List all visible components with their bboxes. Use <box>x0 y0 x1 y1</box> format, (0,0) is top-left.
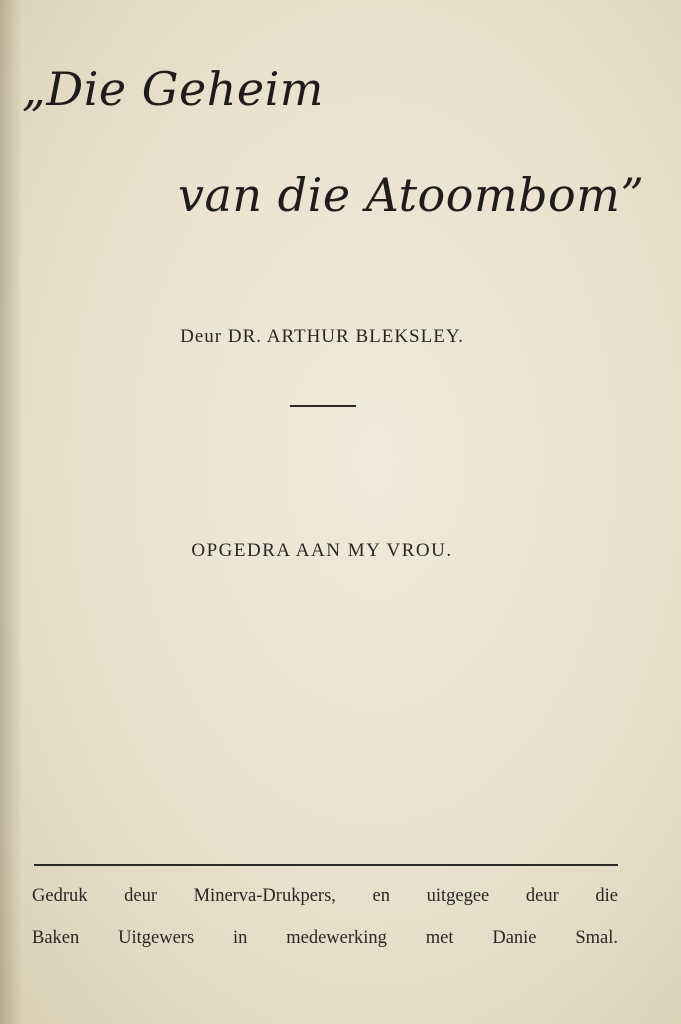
book-title-line-2: van die Atoombom” <box>178 168 645 222</box>
dedication: OPGEDRA AAN MY VROU. <box>191 540 453 561</box>
book-title-line-1: „Die Geheim <box>22 62 324 116</box>
short-divider <box>290 405 356 407</box>
imprint-divider <box>34 864 618 866</box>
author-line: Deur DR. ARTHUR BLEKSLEY. <box>180 326 464 347</box>
imprint-line-1: Gedruk deur Minerva-Drukpers, en uitgegee deur die <box>32 886 618 906</box>
spine-shadow <box>0 0 22 1024</box>
imprint-line-2: Baken Uitgewers in medewerking met Danie Smal. <box>32 928 618 948</box>
